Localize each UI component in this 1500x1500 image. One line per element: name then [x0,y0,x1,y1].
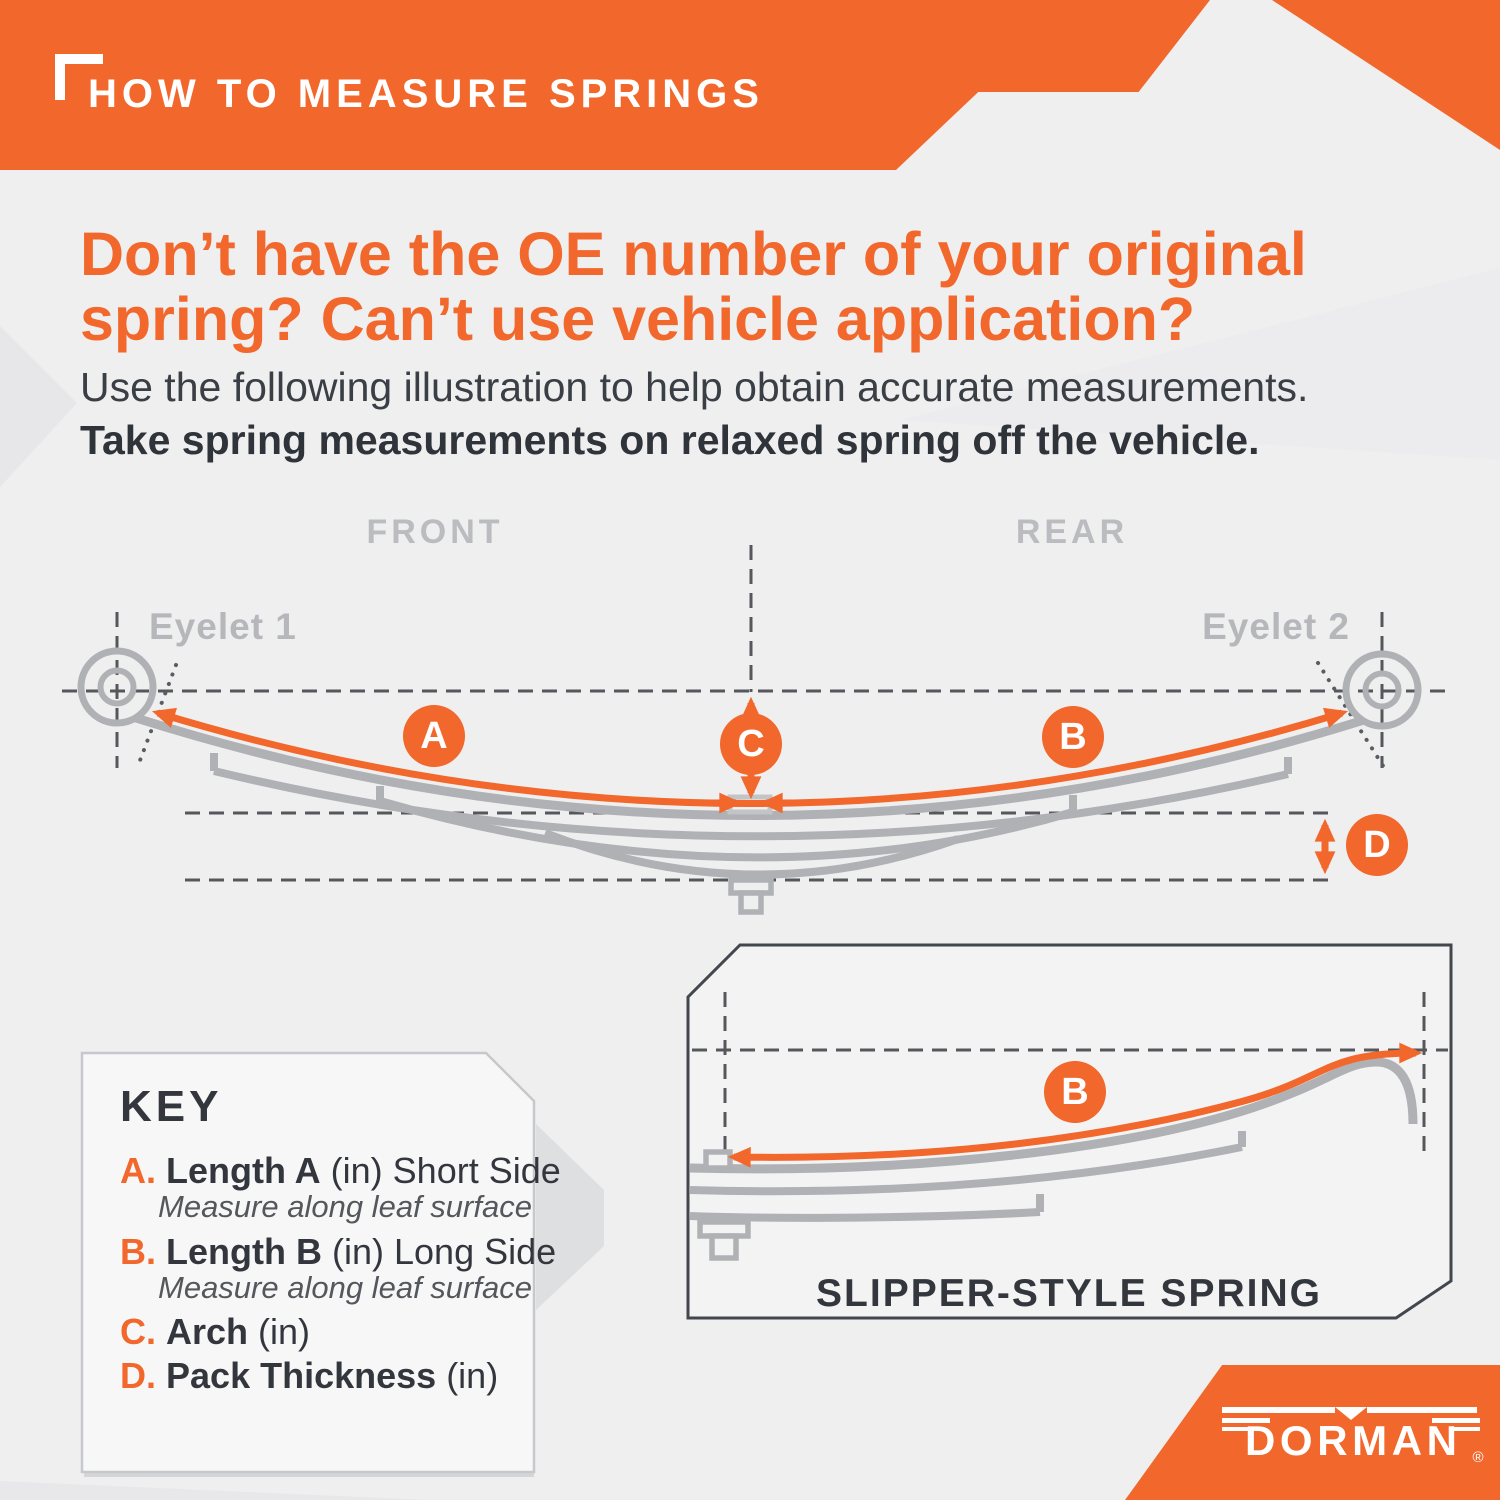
intro-text: Use the following illustration to help obtain accurate measurements. [80,364,1309,410]
key-item-b [120,1231,556,1273]
key-letter-c: C. [120,1311,156,1352]
key-rest-b: (in) Long Side [322,1231,557,1272]
badge-slipper-length-b: B [1044,1061,1106,1123]
key-rest-c: (in) [248,1311,311,1352]
key-note-b: Measure along leaf surface [158,1270,532,1305]
dorman-logo [1216,1398,1486,1474]
key-title: KEY [120,1082,223,1131]
slipper-panel [688,945,1451,1318]
key-term-b: Length B [166,1231,322,1272]
key-item-c [120,1311,310,1353]
key-term-c: Arch [166,1311,249,1352]
front-label: FRONT [366,513,504,551]
badge-length-b: B [1042,706,1104,768]
registered-mark: ® [1472,1449,1484,1466]
dorman-logo-text: DORMAN [1245,1417,1457,1464]
badge-arch-c: C [720,713,782,775]
key-rest-a: (in) Short Side [320,1150,561,1191]
badge-length-a: A [403,705,465,767]
slipper-title: SLIPPER-STYLE SPRING [816,1272,1322,1315]
key-term-d: Pack Thickness [166,1355,437,1396]
badge-pack-thickness-d: D [1346,814,1408,876]
key-letter-a: A. [120,1150,156,1191]
key-rest-d: (in) [436,1355,499,1396]
key-note-a: Measure along leaf surface [158,1189,532,1224]
headline-line-2: spring? Can’t use vehicle application? [80,285,1196,353]
key-item-a [120,1150,561,1192]
rear-label: REAR [1015,513,1129,551]
eyelet-2-label: Eyelet 2 [1202,606,1350,647]
dorman-logo-art [1216,1398,1486,1474]
key-term-a: Length A [166,1150,321,1191]
page-title: HOW TO MEASURE SPRINGS [88,72,764,116]
intro-text-bold: Take spring measurements on relaxed spring off the vehicle. [80,417,1260,463]
headline [80,222,1307,352]
key-letter-b: B. [120,1231,156,1272]
headline-line-1: Don’t have the OE number of your original [80,220,1307,288]
key-item-d [120,1355,498,1397]
eyelet-1-label: Eyelet 1 [149,606,297,647]
key-letter-d: D. [120,1355,156,1396]
